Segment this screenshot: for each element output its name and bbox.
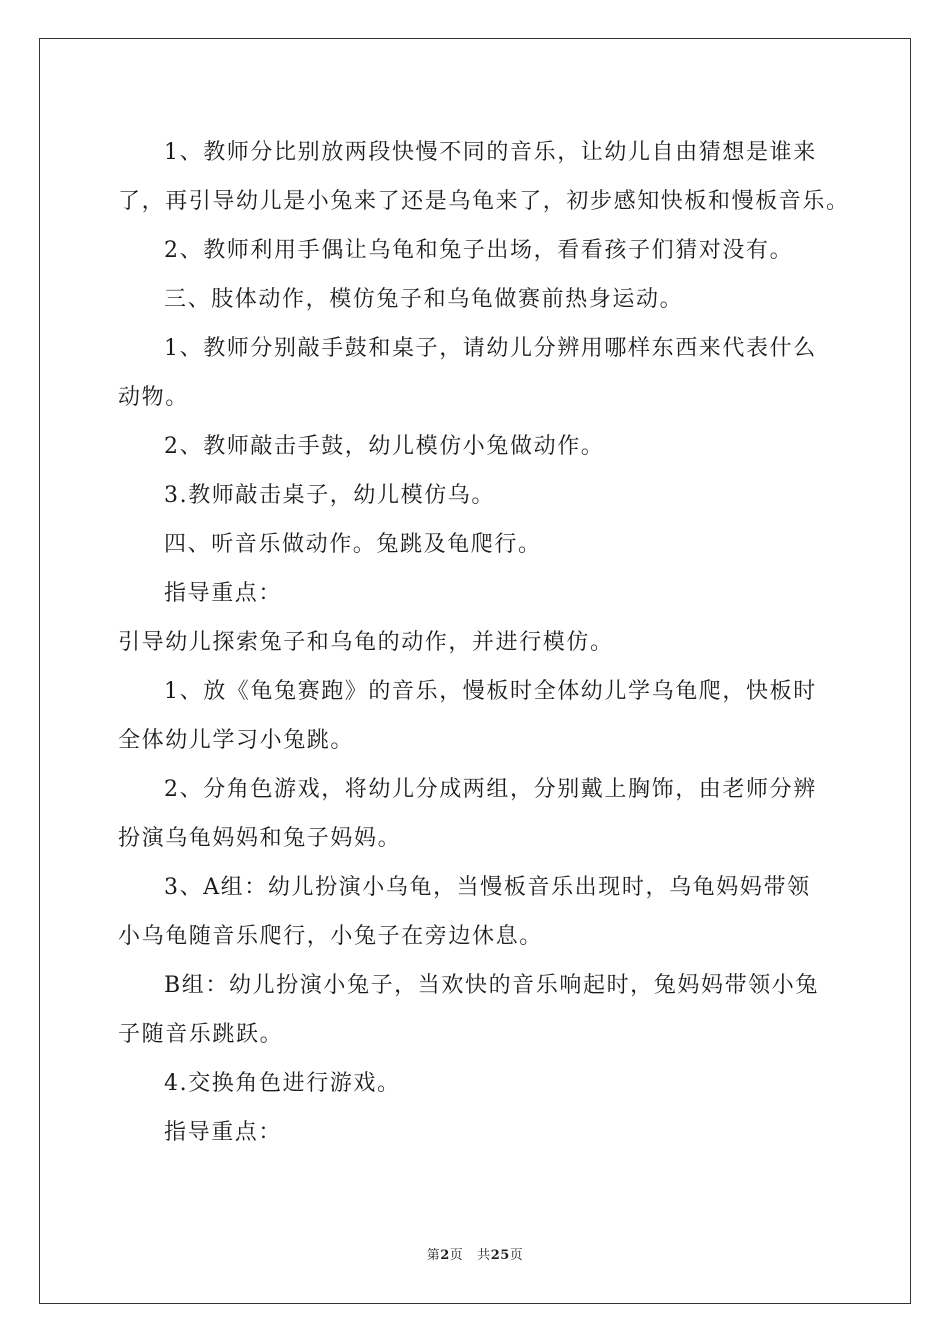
page-footer	[0, 1244, 950, 1263]
text-line: 子随音乐跳跃。	[118, 1022, 284, 1047]
total-page-number: 25	[490, 1248, 510, 1263]
text-line: 4.交换角色进行游戏。	[164, 1071, 401, 1096]
current-page-number: 2	[440, 1248, 450, 1263]
text-line: B组：幼儿扮演小兔子，当欢快的音乐响起时，兔妈妈带领小兔	[164, 973, 819, 998]
total-label-prefix: 共	[477, 1248, 491, 1263]
text-line: 指导重点：	[164, 1120, 283, 1145]
text-line: 了，再引导幼儿是小兔来了还是乌龟来了，初步感知快板和慢板音乐。	[118, 189, 850, 214]
text-line: 1、放《龟兔赛跑》的音乐，慢板时全体幼儿学乌龟爬，快板时	[164, 679, 817, 704]
page-label-unit: 页	[449, 1248, 464, 1263]
page-label-prefix: 第	[426, 1248, 441, 1263]
text-line: 2、分角色游戏，将幼儿分成两组，分别戴上胸饰，由老师分辨	[164, 777, 817, 802]
text-line: 1、教师分别敲手鼓和桌子，请幼儿分辨用哪样东西来代表什么	[164, 336, 817, 361]
text-line: 2、教师敲击手鼓，幼儿模仿小兔做动作。	[164, 434, 605, 459]
text-line: 3.教师敲击桌子，幼儿模仿乌。	[164, 483, 495, 508]
text-line: 2、教师利用手偶让乌龟和兔子出场，看看孩子们猜对没有。	[164, 238, 794, 263]
text-line: 全体幼儿学习小兔跳。	[118, 728, 355, 753]
text-line: 指导重点：	[164, 581, 283, 606]
text-line: 1、教师分比别放两段快慢不同的音乐，让幼儿自由猜想是谁来	[164, 140, 817, 165]
text-line: 三、肢体动作，模仿兔子和乌龟做赛前热身运动。	[164, 287, 684, 312]
text-line: 四、听音乐做动作。兔跳及龟爬行。	[164, 532, 542, 557]
total-label-unit: 页	[509, 1248, 524, 1263]
text-line: 3、A组：幼儿扮演小乌龟，当慢板音乐出现时，乌龟妈妈带领	[164, 875, 811, 900]
text-line: 动物。	[118, 385, 189, 410]
text-line: 小乌龟随音乐爬行，小兔子在旁边休息。	[118, 924, 543, 949]
text-line: 扮演乌龟妈妈和兔子妈妈。	[118, 826, 402, 851]
text-line: 引导幼儿探索兔子和乌龟的动作，并进行模仿。	[118, 630, 614, 655]
document-body	[118, 128, 850, 1157]
